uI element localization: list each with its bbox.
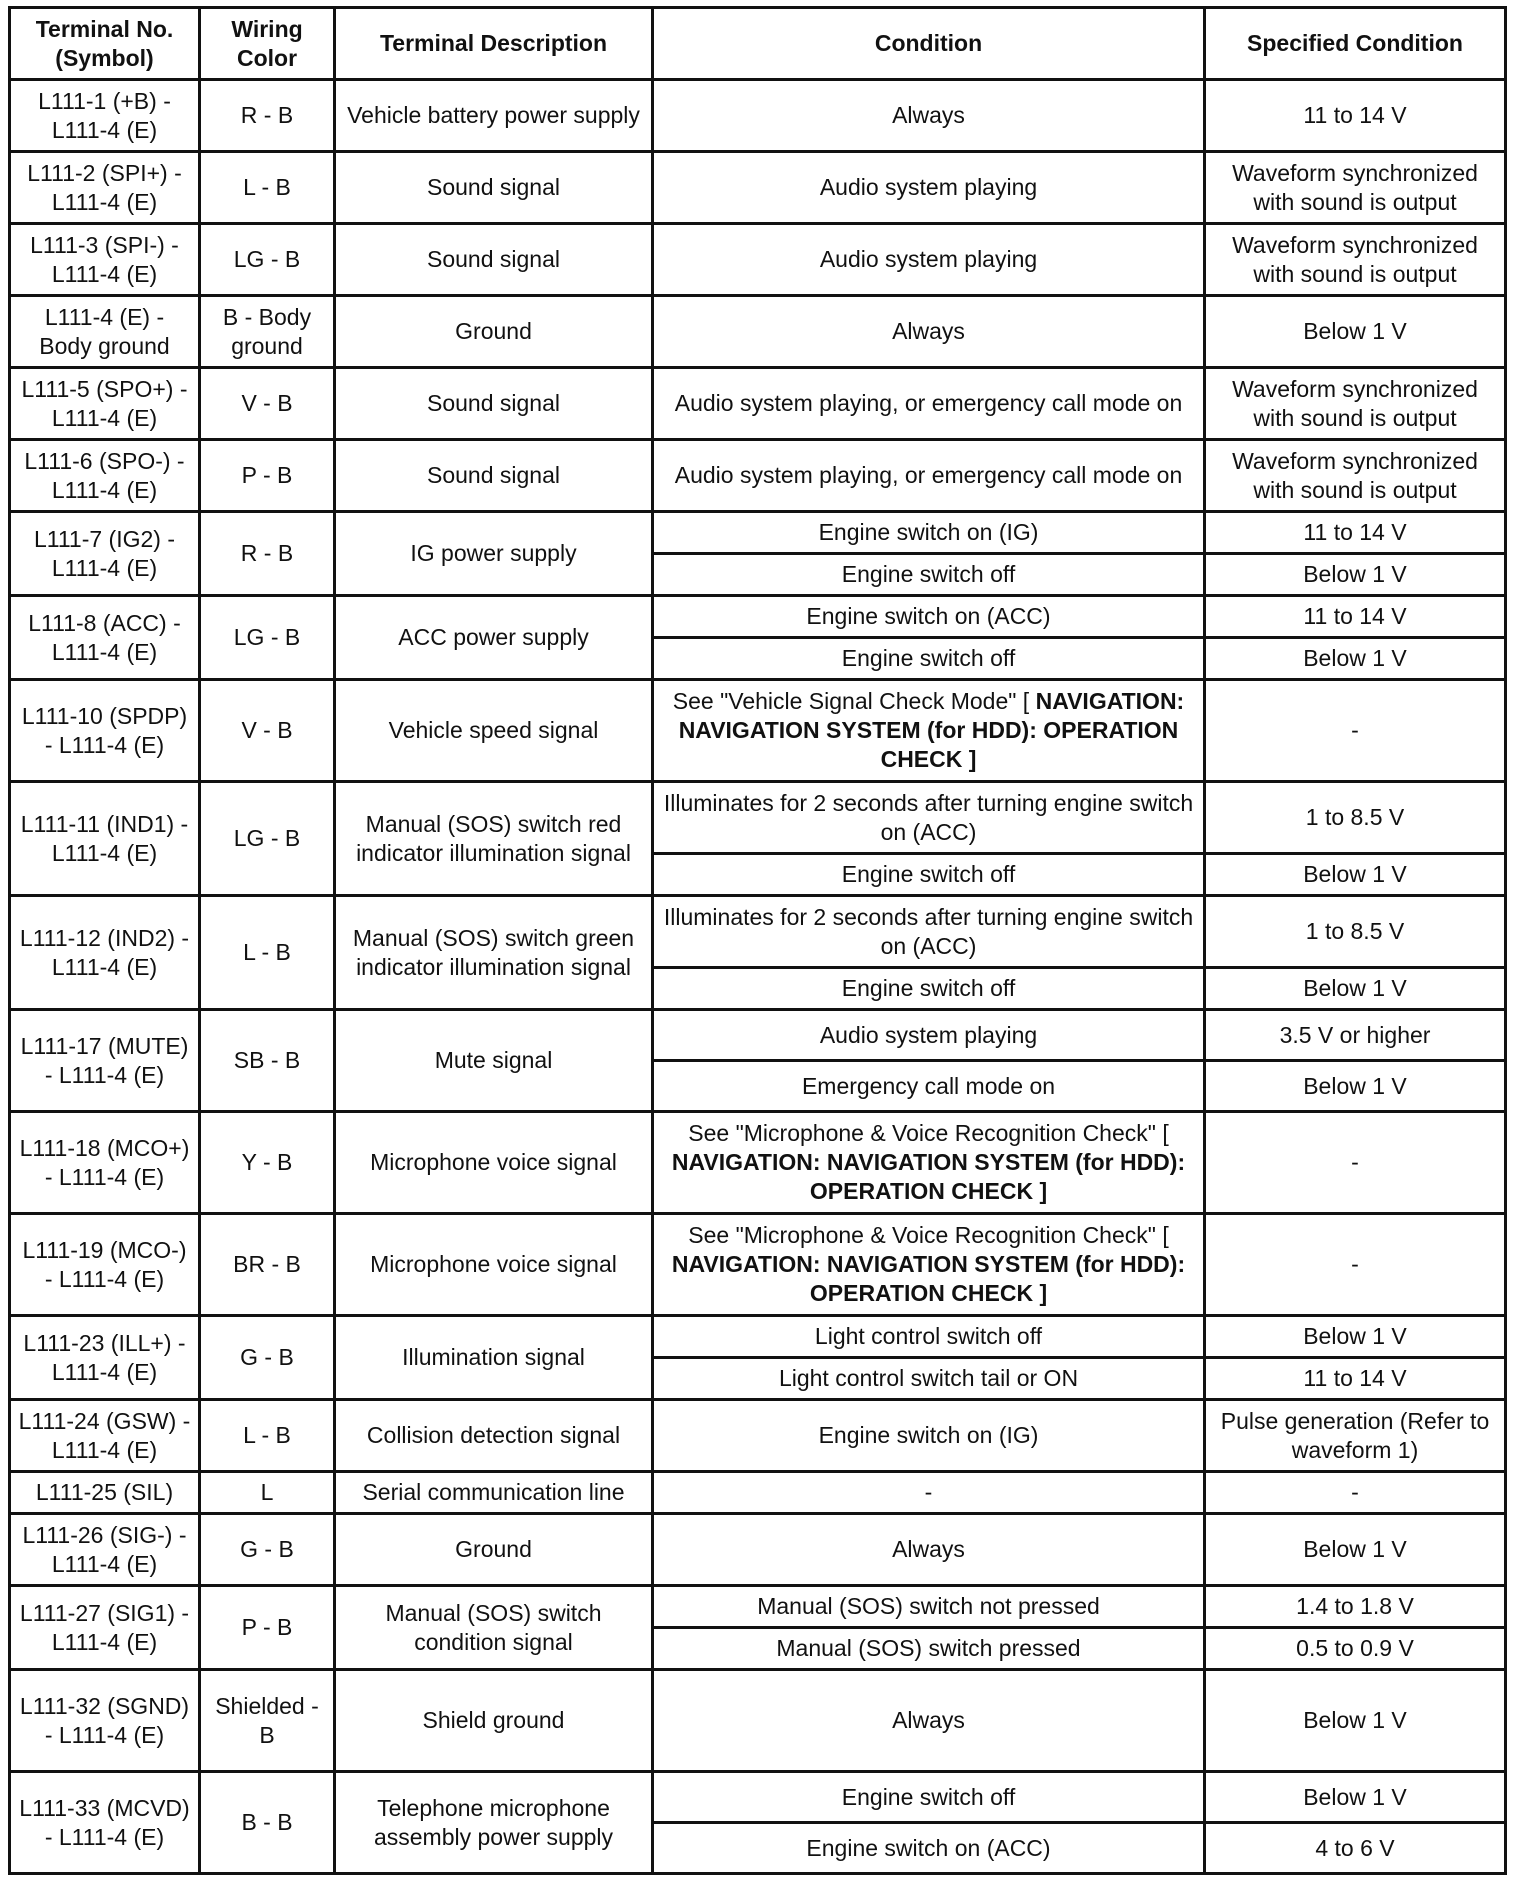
- header-specified: Specified Condition: [1205, 8, 1506, 80]
- wiring-cell: R - B: [200, 80, 335, 152]
- header-description: Terminal Description: [335, 8, 653, 80]
- condition-text: See "Vehicle Signal Check Mode" [: [672, 688, 1030, 714]
- condition-cell: [653, 1061, 1205, 1112]
- description-cell: Manual (SOS) switch green indicator illumination signal: [335, 896, 653, 1010]
- condition-cell: [653, 1400, 1205, 1472]
- condition-text: Audio system playing, or emergency call mode on: [674, 462, 1183, 488]
- condition-cell: [653, 1316, 1205, 1358]
- condition-text: Engine switch off: [841, 645, 1016, 671]
- terminal-cell: L111-12 (IND2) - L111-4 (E): [10, 896, 200, 1010]
- condition-cell: [653, 1772, 1205, 1823]
- specified-cell: -: [1205, 1472, 1506, 1514]
- terminal-cell: L111-19 (MCO-) - L111-4 (E): [10, 1214, 200, 1316]
- condition-reference-link-text: NAVIGATION: NAVIGATION SYSTEM (for HDD): OPERATION CHECK ]: [671, 1149, 1186, 1204]
- description-cell: Serial communication line: [335, 1472, 653, 1514]
- specified-cell: Below 1 V: [1205, 968, 1506, 1010]
- table-row: [10, 80, 1506, 152]
- table-row: [10, 1772, 1506, 1823]
- terminal-cell: L111-1 (+B) - L111-4 (E): [10, 80, 200, 152]
- specified-cell: Below 1 V: [1205, 1514, 1506, 1586]
- condition-text: Engine switch on (ACC): [806, 1834, 1051, 1861]
- condition-cell: [653, 1010, 1205, 1061]
- description-cell: Telephone microphone assembly power supply: [335, 1772, 653, 1874]
- condition-cell: [653, 1514, 1205, 1586]
- terminal-cell: L111-5 (SPO+) - L111-4 (E): [10, 368, 200, 440]
- specified-cell: -: [1205, 1112, 1506, 1214]
- condition-text: Light control switch off: [814, 1323, 1043, 1349]
- condition-cell: [653, 782, 1205, 854]
- wiring-cell: P - B: [200, 440, 335, 512]
- wiring-cell: R - B: [200, 512, 335, 596]
- condition-cell: [653, 1472, 1205, 1514]
- terminal-cell: L111-17 (MUTE) - L111-4 (E): [10, 1010, 200, 1112]
- condition-text: Light control switch tail or ON: [778, 1365, 1079, 1391]
- specified-cell: 11 to 14 V: [1205, 80, 1506, 152]
- document-page: [8, 6, 1504, 1875]
- condition-text: Engine switch on (IG): [818, 519, 1039, 545]
- condition-text: Engine switch off: [841, 975, 1016, 1001]
- description-cell: Sound signal: [335, 440, 653, 512]
- specified-cell: Waveform synchronized with sound is output: [1205, 440, 1506, 512]
- wiring-cell: Shielded - B: [200, 1670, 335, 1772]
- condition-text: Always: [892, 318, 965, 344]
- condition-text: Manual (SOS) switch pressed: [776, 1635, 1081, 1661]
- table-row: [10, 1112, 1506, 1214]
- table-row: [10, 440, 1506, 512]
- terminal-cell: L111-23 (ILL+) - L111-4 (E): [10, 1316, 200, 1400]
- terminal-cell: L111-27 (SIG1) - L111-4 (E): [10, 1586, 200, 1670]
- specified-cell: Below 1 V: [1205, 554, 1506, 596]
- description-cell: Shield ground: [335, 1670, 653, 1772]
- condition-text: Engine switch off: [841, 861, 1016, 887]
- wiring-cell: P - B: [200, 1586, 335, 1670]
- condition-text: Manual (SOS) switch not pressed: [757, 1593, 1100, 1619]
- specified-cell: 1 to 8.5 V: [1205, 896, 1506, 968]
- table-body: [10, 80, 1506, 1874]
- table-row: [10, 1586, 1506, 1628]
- specified-cell: Waveform synchronized with sound is output: [1205, 368, 1506, 440]
- header-condition: Condition: [653, 8, 1205, 80]
- condition-cell: [653, 680, 1205, 782]
- description-cell: Microphone voice signal: [335, 1112, 653, 1214]
- header-terminal: Terminal No. (Symbol): [10, 8, 200, 80]
- terminal-cell: L111-10 (SPDP) - L111-4 (E): [10, 680, 200, 782]
- specified-cell: Below 1 V: [1205, 854, 1506, 896]
- condition-cell: [653, 152, 1205, 224]
- specified-cell: 1.4 to 1.8 V: [1205, 1586, 1506, 1628]
- wiring-cell: Y - B: [200, 1112, 335, 1214]
- specified-cell: 0.5 to 0.9 V: [1205, 1628, 1506, 1670]
- specified-cell: 4 to 6 V: [1205, 1823, 1506, 1874]
- description-cell: Microphone voice signal: [335, 1214, 653, 1316]
- description-cell: Ground: [335, 1514, 653, 1586]
- description-cell: IG power supply: [335, 512, 653, 596]
- wiring-cell: V - B: [200, 368, 335, 440]
- condition-cell: [653, 968, 1205, 1010]
- description-cell: Collision detection signal: [335, 1400, 653, 1472]
- specified-cell: Below 1 V: [1205, 296, 1506, 368]
- condition-cell: [653, 554, 1205, 596]
- terminal-cell: L111-8 (ACC) - L111-4 (E): [10, 596, 200, 680]
- table-row: [10, 1010, 1506, 1061]
- terminal-cell: L111-4 (E) - Body ground: [10, 296, 200, 368]
- wiring-cell: G - B: [200, 1514, 335, 1586]
- specified-cell: Waveform synchronized with sound is output: [1205, 152, 1506, 224]
- wiring-cell: L - B: [200, 152, 335, 224]
- condition-cell: [653, 638, 1205, 680]
- terminal-cell: L111-33 (MCVD) - L111-4 (E): [10, 1772, 200, 1874]
- description-cell: Manual (SOS) switch red indicator illumination signal: [335, 782, 653, 896]
- description-cell: Ground: [335, 296, 653, 368]
- condition-text: -: [924, 1479, 933, 1505]
- condition-cell: [653, 854, 1205, 896]
- terminal-cell: L111-2 (SPI+) - L111-4 (E): [10, 152, 200, 224]
- condition-cell: [653, 896, 1205, 968]
- description-cell: Manual (SOS) switch condition signal: [335, 1586, 653, 1670]
- wiring-cell: L: [200, 1472, 335, 1514]
- condition-text: Engine switch off: [841, 561, 1016, 587]
- condition-cell: [653, 224, 1205, 296]
- specified-cell: 1 to 8.5 V: [1205, 782, 1506, 854]
- wiring-cell: L - B: [200, 1400, 335, 1472]
- table-row: [10, 680, 1506, 782]
- wiring-cell: V - B: [200, 680, 335, 782]
- condition-text: Audio system playing, or emergency call mode on: [674, 390, 1183, 416]
- condition-cell: [653, 1112, 1205, 1214]
- table-row: [10, 596, 1506, 638]
- specified-cell: Below 1 V: [1205, 1772, 1506, 1823]
- wiring-cell: SB - B: [200, 1010, 335, 1112]
- condition-cell: [653, 80, 1205, 152]
- condition-cell: [653, 512, 1205, 554]
- wiring-cell: LG - B: [200, 596, 335, 680]
- specified-cell: -: [1205, 1214, 1506, 1316]
- terminal-table: [8, 6, 1507, 1875]
- table-row: [10, 368, 1506, 440]
- table-row: [10, 1316, 1506, 1358]
- table-row: [10, 224, 1506, 296]
- table-row: [10, 1472, 1506, 1514]
- wiring-cell: LG - B: [200, 224, 335, 296]
- header-wiring: Wiring Color: [200, 8, 335, 80]
- condition-cell: [653, 1628, 1205, 1670]
- condition-text: Audio system playing: [819, 174, 1038, 200]
- condition-text: Engine switch on (ACC): [806, 603, 1051, 629]
- wiring-cell: L - B: [200, 896, 335, 1010]
- condition-text: Illuminates for 2 seconds after turning engine switch on (ACC): [663, 903, 1194, 959]
- condition-cell: [653, 596, 1205, 638]
- condition-text: Audio system playing: [819, 246, 1038, 272]
- terminal-cell: L111-24 (GSW) - L111-4 (E): [10, 1400, 200, 1472]
- wiring-cell: BR - B: [200, 1214, 335, 1316]
- specified-cell: 11 to 14 V: [1205, 596, 1506, 638]
- specified-cell: Waveform synchronized with sound is output: [1205, 224, 1506, 296]
- table-header-row: [10, 8, 1506, 80]
- condition-cell: [653, 368, 1205, 440]
- wiring-cell: G - B: [200, 1316, 335, 1400]
- condition-text: See "Microphone & Voice Recognition Check" [: [688, 1120, 1169, 1146]
- specified-cell: 3.5 V or higher: [1205, 1010, 1506, 1061]
- table-row: [10, 512, 1506, 554]
- condition-reference-link-text: NAVIGATION: NAVIGATION SYSTEM (for HDD): OPERATION CHECK ]: [671, 1251, 1186, 1306]
- description-cell: Mute signal: [335, 1010, 653, 1112]
- table-row: [10, 1514, 1506, 1586]
- table-row: [10, 782, 1506, 854]
- specified-cell: -: [1205, 680, 1506, 782]
- terminal-cell: L111-3 (SPI-) - L111-4 (E): [10, 224, 200, 296]
- condition-text: Engine switch off: [841, 1783, 1016, 1810]
- table-row: [10, 1400, 1506, 1472]
- condition-text: Always: [892, 1536, 965, 1562]
- condition-cell: [653, 296, 1205, 368]
- description-cell: Illumination signal: [335, 1316, 653, 1400]
- terminal-cell: L111-26 (SIG-) - L111-4 (E): [10, 1514, 200, 1586]
- table-row: [10, 896, 1506, 968]
- description-cell: Sound signal: [335, 368, 653, 440]
- condition-text: Always: [892, 1707, 965, 1733]
- table-row: [10, 296, 1506, 368]
- specified-cell: Below 1 V: [1205, 1061, 1506, 1112]
- specified-cell: Pulse generation (Refer to waveform 1): [1205, 1400, 1506, 1472]
- wiring-cell: LG - B: [200, 782, 335, 896]
- condition-text: See "Microphone & Voice Recognition Check" [: [688, 1222, 1169, 1248]
- condition-cell: [653, 440, 1205, 512]
- terminal-cell: L111-18 (MCO+) - L111-4 (E): [10, 1112, 200, 1214]
- description-cell: Vehicle battery power supply: [335, 80, 653, 152]
- condition-cell: [653, 1358, 1205, 1400]
- description-cell: ACC power supply: [335, 596, 653, 680]
- specified-cell: Below 1 V: [1205, 1316, 1506, 1358]
- specified-cell: Below 1 V: [1205, 638, 1506, 680]
- description-cell: Sound signal: [335, 152, 653, 224]
- description-cell: Sound signal: [335, 224, 653, 296]
- condition-text: Audio system playing: [819, 1021, 1038, 1048]
- specified-cell: 11 to 14 V: [1205, 512, 1506, 554]
- specified-cell: Below 1 V: [1205, 1670, 1506, 1772]
- terminal-cell: L111-11 (IND1) - L111-4 (E): [10, 782, 200, 896]
- condition-cell: [653, 1214, 1205, 1316]
- table-row: [10, 1214, 1506, 1316]
- table-row: [10, 1670, 1506, 1772]
- condition-text: Emergency call mode on: [801, 1072, 1056, 1099]
- terminal-cell: L111-6 (SPO-) - L111-4 (E): [10, 440, 200, 512]
- terminal-cell: L111-25 (SIL): [10, 1472, 200, 1514]
- wiring-cell: B - B: [200, 1772, 335, 1874]
- condition-text: Always: [892, 102, 965, 128]
- condition-cell: [653, 1670, 1205, 1772]
- wiring-cell: B - Body ground: [200, 296, 335, 368]
- condition-text: Engine switch on (IG): [818, 1422, 1039, 1448]
- description-cell: Vehicle speed signal: [335, 680, 653, 782]
- table-row: [10, 152, 1506, 224]
- condition-cell: [653, 1823, 1205, 1874]
- condition-text: Illuminates for 2 seconds after turning engine switch on (ACC): [663, 789, 1194, 845]
- terminal-cell: L111-32 (SGND) - L111-4 (E): [10, 1670, 200, 1772]
- condition-cell: [653, 1586, 1205, 1628]
- condition-reference-link-text: NAVIGATION: NAVIGATION SYSTEM (for HDD): OPERATION CHECK ]: [678, 688, 1185, 772]
- specified-cell: 11 to 14 V: [1205, 1358, 1506, 1400]
- terminal-cell: L111-7 (IG2) - L111-4 (E): [10, 512, 200, 596]
